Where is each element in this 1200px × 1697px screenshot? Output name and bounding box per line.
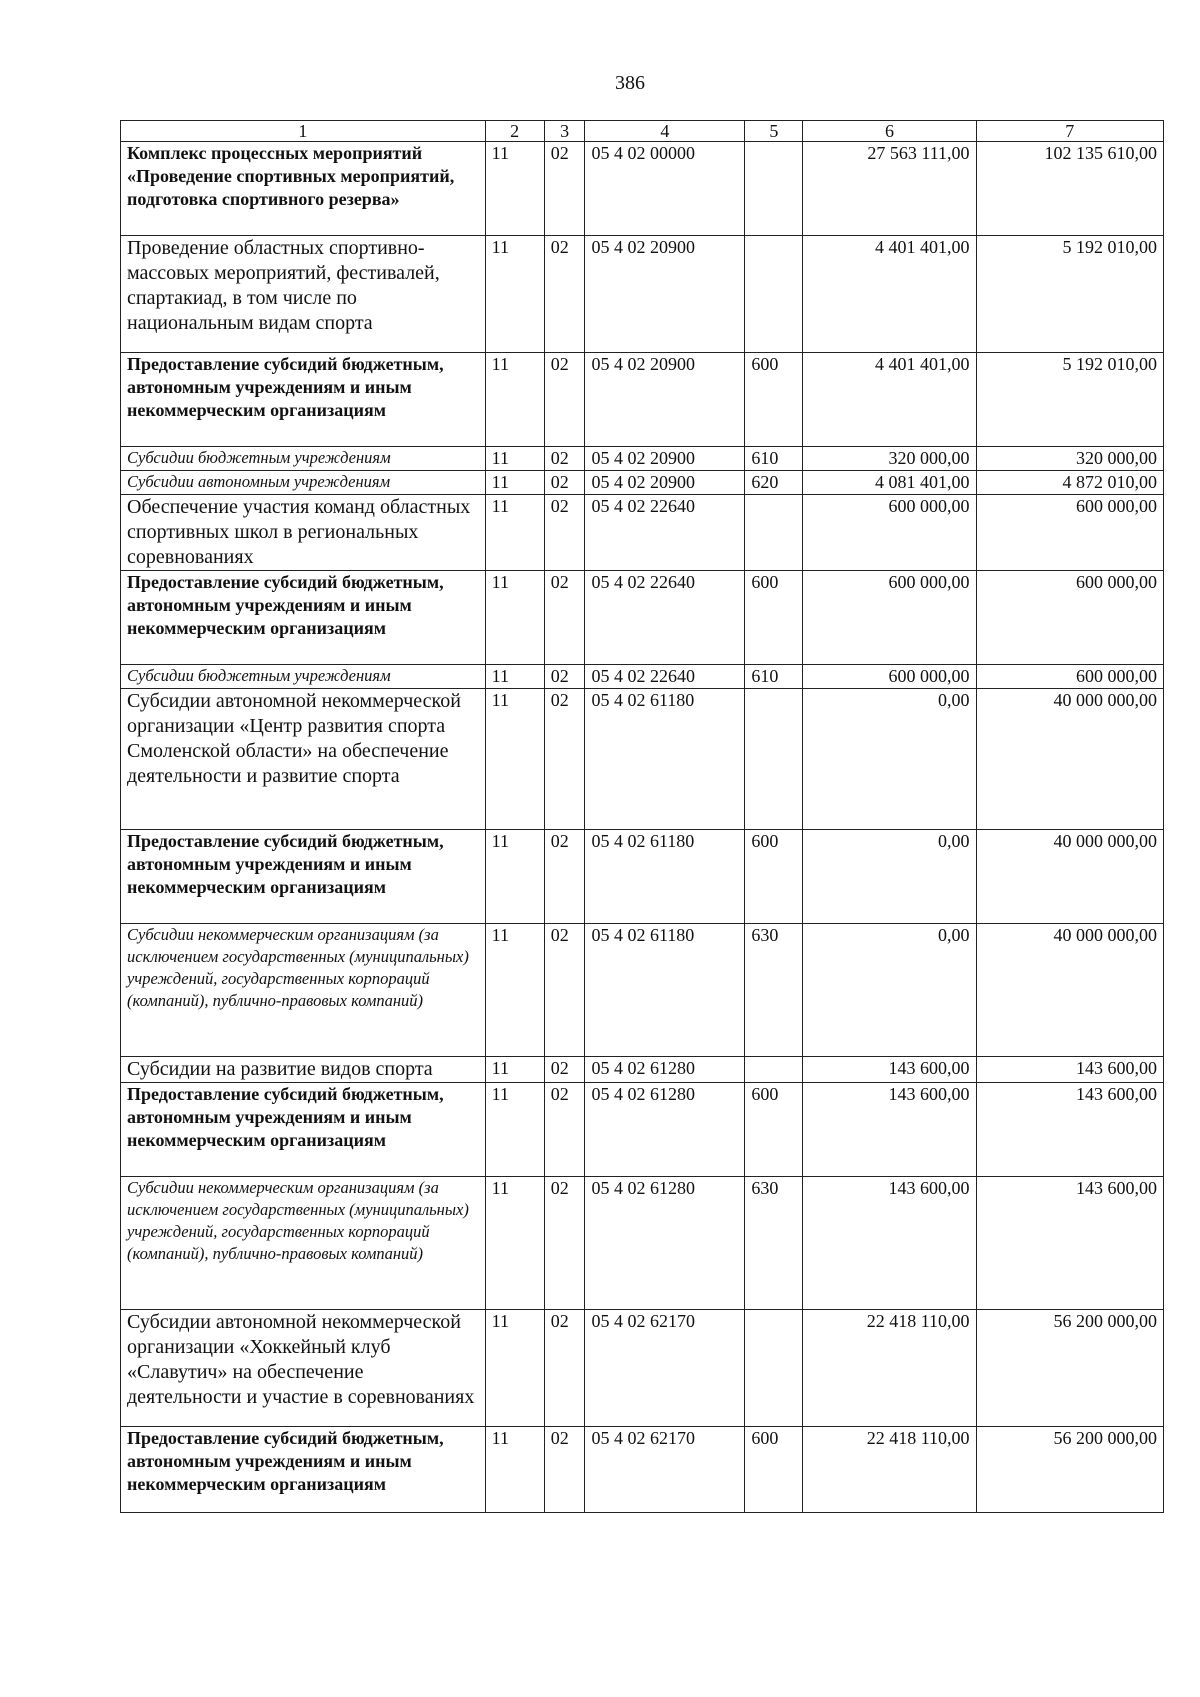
amount-year1-cell: 4 081 401,00	[803, 471, 976, 495]
amount-year2-cell: 600 000,00	[976, 665, 1163, 689]
amount-year1-cell: 27 563 111,00	[803, 142, 976, 236]
row-name-cell: Предоставление субсидий бюджетным, автономным учреждениям и иным некоммерческим организациям	[121, 353, 486, 447]
row-name-cell: Обеспечение участия команд областных спортивных школ в региональных соревнованиях	[121, 495, 486, 571]
expense-type-cell: 630	[745, 924, 803, 1057]
row-name-cell: Комплекс процессных мероприятий «Проведение спортивных мероприятий, подготовка спортивного резерва»	[121, 142, 486, 236]
table-row	[121, 495, 1164, 571]
amount-year2-cell: 143 600,00	[976, 1083, 1163, 1177]
subsection-code-cell: 02	[544, 665, 585, 689]
section-code-cell: 11	[485, 447, 544, 471]
table-row	[121, 1310, 1164, 1427]
budget-table	[120, 120, 1164, 1513]
column-header: 6	[803, 121, 976, 142]
table-row	[121, 830, 1164, 924]
amount-year2-cell: 600 000,00	[976, 571, 1163, 665]
subsection-code-cell: 02	[544, 1057, 585, 1083]
amount-year2-cell: 143 600,00	[976, 1177, 1163, 1310]
row-name-cell: Субсидии автономной некоммерческой организации «Хоккейный клуб «Славутич» на обеспечение деятельности и участие в соревнованиях	[121, 1310, 486, 1427]
subsection-code-cell: 02	[544, 830, 585, 924]
subsection-code-cell: 02	[544, 1310, 585, 1427]
table-row	[121, 924, 1164, 1057]
expense-type-cell	[745, 689, 803, 830]
expense-type-cell: 610	[745, 447, 803, 471]
section-code-cell: 11	[485, 830, 544, 924]
target-article-cell: 05 4 02 62170	[585, 1310, 745, 1427]
expense-type-cell	[745, 1057, 803, 1083]
row-name-cell: Субсидии автономной некоммерческой организации «Центр развития спорта Смоленской области» на обеспечение деятельности и развитие спорта	[121, 689, 486, 830]
row-name-cell: Субсидии бюджетным учреждениям	[121, 447, 486, 471]
expense-type-cell: 620	[745, 471, 803, 495]
table-row	[121, 1083, 1164, 1177]
amount-year1-cell: 320 000,00	[803, 447, 976, 471]
amount-year2-cell: 5 192 010,00	[976, 236, 1163, 353]
amount-year2-cell: 600 000,00	[976, 495, 1163, 571]
target-article-cell: 05 4 02 22640	[585, 665, 745, 689]
expense-type-cell: 600	[745, 1083, 803, 1177]
section-code-cell: 11	[485, 665, 544, 689]
row-name-cell: Субсидии автономным учреждениям	[121, 471, 486, 495]
expense-type-cell: 600	[745, 353, 803, 447]
target-article-cell: 05 4 02 61280	[585, 1057, 745, 1083]
target-article-cell: 05 4 02 20900	[585, 236, 745, 353]
subsection-code-cell: 02	[544, 571, 585, 665]
subsection-code-cell: 02	[544, 142, 585, 236]
target-article-cell: 05 4 02 61180	[585, 830, 745, 924]
row-name-cell: Проведение областных спортивно-массовых мероприятий, фестивалей, спартакиад, в том числе по национальным видам спорта	[121, 236, 486, 353]
expense-type-cell: 600	[745, 571, 803, 665]
amount-year2-cell: 102 135 610,00	[976, 142, 1163, 236]
column-header: 3	[544, 121, 585, 142]
target-article-cell: 05 4 02 22640	[585, 495, 745, 571]
amount-year2-cell: 56 200 000,00	[976, 1310, 1163, 1427]
expense-type-cell	[745, 1310, 803, 1427]
amount-year2-cell: 40 000 000,00	[976, 924, 1163, 1057]
amount-year1-cell: 0,00	[803, 924, 976, 1057]
target-article-cell: 05 4 02 20900	[585, 447, 745, 471]
amount-year2-cell: 320 000,00	[976, 447, 1163, 471]
amount-year1-cell: 22 418 110,00	[803, 1427, 976, 1513]
row-name-cell: Субсидии некоммерческим организациям (за исключением государственных (муниципальных) учреждений, государственных корпораций (компаний), публично-правовых компаний)	[121, 1177, 486, 1310]
row-name-cell: Субсидии бюджетным учреждениям	[121, 665, 486, 689]
section-code-cell: 11	[485, 1310, 544, 1427]
row-name-cell: Предоставление субсидий бюджетным, автономным учреждениям и иным некоммерческим организациям	[121, 1083, 486, 1177]
amount-year1-cell: 4 401 401,00	[803, 236, 976, 353]
table-row	[121, 1057, 1164, 1083]
target-article-cell: 05 4 02 22640	[585, 571, 745, 665]
table-row	[121, 665, 1164, 689]
expense-type-cell	[745, 236, 803, 353]
expense-type-cell	[745, 142, 803, 236]
amount-year1-cell: 143 600,00	[803, 1057, 976, 1083]
subsection-code-cell: 02	[544, 1177, 585, 1310]
column-header: 5	[745, 121, 803, 142]
subsection-code-cell: 02	[544, 447, 585, 471]
target-article-cell: 05 4 02 20900	[585, 471, 745, 495]
section-code-cell: 11	[485, 471, 544, 495]
amount-year1-cell: 143 600,00	[803, 1083, 976, 1177]
amount-year2-cell: 56 200 000,00	[976, 1427, 1163, 1513]
amount-year2-cell: 40 000 000,00	[976, 689, 1163, 830]
column-header: 4	[585, 121, 745, 142]
header-row	[121, 121, 1164, 142]
amount-year1-cell: 4 401 401,00	[803, 353, 976, 447]
table-row	[121, 571, 1164, 665]
section-code-cell: 11	[485, 142, 544, 236]
column-header: 1	[121, 121, 486, 142]
amount-year1-cell: 600 000,00	[803, 665, 976, 689]
amount-year2-cell: 40 000 000,00	[976, 830, 1163, 924]
section-code-cell: 11	[485, 924, 544, 1057]
section-code-cell: 11	[485, 1177, 544, 1310]
section-code-cell: 11	[485, 236, 544, 353]
column-header: 2	[485, 121, 544, 142]
target-article-cell: 05 4 02 61180	[585, 924, 745, 1057]
expense-type-cell: 630	[745, 1177, 803, 1310]
row-name-cell: Предоставление субсидий бюджетным, автономным учреждениям и иным некоммерческим организациям	[121, 571, 486, 665]
section-code-cell: 11	[485, 1427, 544, 1513]
table-row	[121, 471, 1164, 495]
expense-type-cell	[745, 495, 803, 571]
subsection-code-cell: 02	[544, 236, 585, 353]
subsection-code-cell: 02	[544, 1083, 585, 1177]
target-article-cell: 05 4 02 61180	[585, 689, 745, 830]
amount-year1-cell: 600 000,00	[803, 495, 976, 571]
table-row	[121, 236, 1164, 353]
table-row	[121, 142, 1164, 236]
amount-year1-cell: 0,00	[803, 830, 976, 924]
subsection-code-cell: 02	[544, 495, 585, 571]
subsection-code-cell: 02	[544, 924, 585, 1057]
amount-year1-cell: 22 418 110,00	[803, 1310, 976, 1427]
subsection-code-cell: 02	[544, 689, 585, 830]
section-code-cell: 11	[485, 1057, 544, 1083]
amount-year2-cell: 143 600,00	[976, 1057, 1163, 1083]
row-name-cell: Предоставление субсидий бюджетным, автономным учреждениям и иным некоммерческим организациям	[121, 830, 486, 924]
table-row	[121, 353, 1164, 447]
section-code-cell: 11	[485, 495, 544, 571]
expense-type-cell: 600	[745, 830, 803, 924]
table-row	[121, 1177, 1164, 1310]
target-article-cell: 05 4 02 61280	[585, 1177, 745, 1310]
amount-year2-cell: 5 192 010,00	[976, 353, 1163, 447]
target-article-cell: 05 4 02 20900	[585, 353, 745, 447]
column-header: 7	[976, 121, 1163, 142]
subsection-code-cell: 02	[544, 1427, 585, 1513]
page-number: 386	[615, 72, 645, 94]
section-code-cell: 11	[485, 1083, 544, 1177]
subsection-code-cell: 02	[544, 353, 585, 447]
target-article-cell: 05 4 02 00000	[585, 142, 745, 236]
table-row	[121, 1427, 1164, 1513]
target-article-cell: 05 4 02 62170	[585, 1427, 745, 1513]
row-name-cell: Субсидии некоммерческим организациям (за исключением государственных (муниципальных) учреждений, государственных корпораций (компаний), публично-правовых компаний)	[121, 924, 486, 1057]
row-name-cell: Предоставление субсидий бюджетным, автономным учреждениям и иным некоммерческим организациям	[121, 1427, 486, 1513]
amount-year2-cell: 4 872 010,00	[976, 471, 1163, 495]
amount-year1-cell: 143 600,00	[803, 1177, 976, 1310]
table-row	[121, 689, 1164, 830]
amount-year1-cell: 0,00	[803, 689, 976, 830]
section-code-cell: 11	[485, 571, 544, 665]
expense-type-cell: 610	[745, 665, 803, 689]
target-article-cell: 05 4 02 61280	[585, 1083, 745, 1177]
expense-type-cell: 600	[745, 1427, 803, 1513]
section-code-cell: 11	[485, 353, 544, 447]
table-row	[121, 447, 1164, 471]
amount-year1-cell: 600 000,00	[803, 571, 976, 665]
subsection-code-cell: 02	[544, 471, 585, 495]
row-name-cell: Субсидии на развитие видов спорта	[121, 1057, 486, 1083]
section-code-cell: 11	[485, 689, 544, 830]
